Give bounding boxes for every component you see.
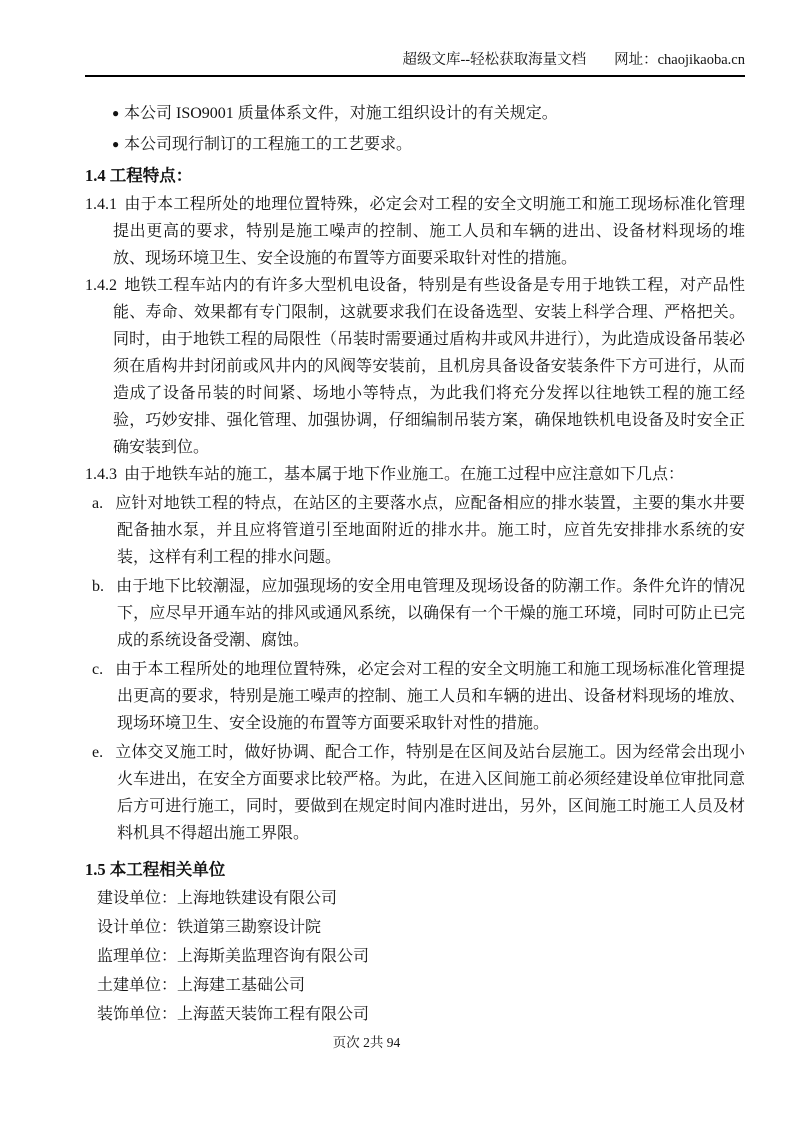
unit-name: 上海建工基础公司 <box>177 977 306 994</box>
document-body <box>85 96 745 1030</box>
list-item-text: 应针对地铁工程的特点，在站区的主要落水点，应配备相应的排水装置，主要的集水井要配备抽水泵，并且应将管道引至地面附近的排水井。施工时，应首先安排排水系统的安装，这样有利工程的排水问题。 <box>115 495 745 566</box>
list-item-a <box>92 490 745 571</box>
list-marker: e. <box>92 744 104 761</box>
unit-row-supervision <box>97 943 745 971</box>
unit-row-decoration <box>97 1001 745 1029</box>
bullet-icon: ● <box>112 106 120 120</box>
bullet-text: 本公司 ISO9001 质量体系文件，对施工组织设计的有关规定。 <box>124 105 558 122</box>
paragraph-1-4-1 <box>85 191 745 272</box>
page-header <box>85 0 745 77</box>
paragraph-number: 1.4.3 <box>85 466 117 483</box>
list-marker: c. <box>92 661 104 678</box>
paragraph-1-4-2 <box>85 272 745 461</box>
list-item-text: 由于本工程所处的地理位置特殊，必定会对工程的安全文明施工和施工现场标准化管理提出更高的要求，特别是施工噪声的控制、施工人员和车辆的进出、设备材料现场的堆放、现场环境卫生、安全设施的布置等方面要采取针对性的措施。 <box>115 661 745 732</box>
bullet-icon: ● <box>112 137 120 151</box>
unit-label: 监理单位： <box>97 948 178 965</box>
header-rule <box>85 50 745 77</box>
list-item-text: 立体交叉施工时，做好协调、配合工作，特别是在区间及站台层施工。因为经常会出现小火车进出，在安全方面要求比较严格。为此，在进入区间施工前必须经建设单位审批同意后方可进行施工，同时，要做到在规定时间内准时进出，另外，区间施工时施工人员及材料机具不得超出施工界限。 <box>115 744 745 842</box>
paragraph-text: 由于本工程所处的地理位置特殊，必定会对工程的安全文明施工和施工现场标准化管理提出更高的要求，特别是施工噪声的控制、施工人员和车辆的进出、设备材料现场的堆放、现场环境卫生、安全设施的布置等方面要采取针对性的措施。 <box>113 196 745 267</box>
unit-label: 建设单位： <box>97 890 178 907</box>
section-heading-1-4: 1.4 工程特点： <box>85 166 193 185</box>
unit-row-civil <box>97 972 745 1000</box>
bullet-text: 本公司现行制订的工程施工的工艺要求。 <box>124 136 413 153</box>
list-item-c <box>92 656 745 737</box>
header-url-label: 网址： <box>614 52 658 68</box>
unit-label: 设计单位： <box>97 919 178 936</box>
paragraph-1-4-3 <box>85 461 745 488</box>
list-item-text: 由于地下比较潮湿，应加强现场的安全用电管理及现场设备的防潮工作。条件允许的情况下，应尽早开通车站的排风或通风系统，以确保有一个干燥的施工环境，同时可防止已完成的系统设备受潮、腐蚀。 <box>116 578 745 649</box>
unit-label: 装饰单位： <box>97 1006 178 1023</box>
unit-label: 土建单位： <box>97 977 178 994</box>
list-marker: a. <box>92 495 104 512</box>
unit-name: 上海地铁建设有限公司 <box>177 890 338 907</box>
section-heading-1-5: 1.5 本工程相关单位 <box>85 860 226 879</box>
unit-row-design <box>97 914 745 942</box>
paragraph-number: 1.4.1 <box>85 196 117 213</box>
page-number: 页次 2共 94 <box>332 1035 401 1050</box>
paragraph-text: 地铁工程车站内的有许多大型机电设备，特别是有些设备是专用于地铁工程，对产品性能、寿命、效果都有专门限制，这就要求我们在设备选型、安装上科学合理、严格把关。同时，由于地铁工程的局限性（吊装时需要通过盾构井或风井进行），为此造成设备吊装必须在盾构井封闭前或风井内的风阀等安装前，且机房具备设备安装条件下方可进行，从而造成了设备吊装的时间紧、场地小等特点，为此我们将充分发挥以往地铁工程的施工经验，巧妙安排、强化管理、加强协调，仔细编制吊装方案，确保地铁机电设备及时安全正确安装到位。 <box>113 277 746 456</box>
unit-row-construction <box>97 885 745 913</box>
unit-name: 上海蓝天装饰工程有限公司 <box>177 1006 370 1023</box>
header-url: chaojikaoba.cn <box>657 52 745 68</box>
list-item-b <box>92 573 745 654</box>
list-item-e <box>92 739 745 847</box>
unit-name: 上海斯美监理咨询有限公司 <box>177 948 370 965</box>
unit-name: 铁道第三勘察设计院 <box>177 919 322 936</box>
list-item <box>85 100 745 127</box>
paragraph-text: 由于地铁车站的施工，基本属于地下作业施工。在施工过程中应注意如下几点： <box>124 466 685 483</box>
list-item <box>85 131 745 158</box>
header-brand-text: 超级文库--轻松获取海量文档 <box>402 52 587 68</box>
paragraph-number: 1.4.2 <box>85 277 117 294</box>
list-marker: b. <box>92 578 104 595</box>
page-footer <box>0 1034 733 1052</box>
